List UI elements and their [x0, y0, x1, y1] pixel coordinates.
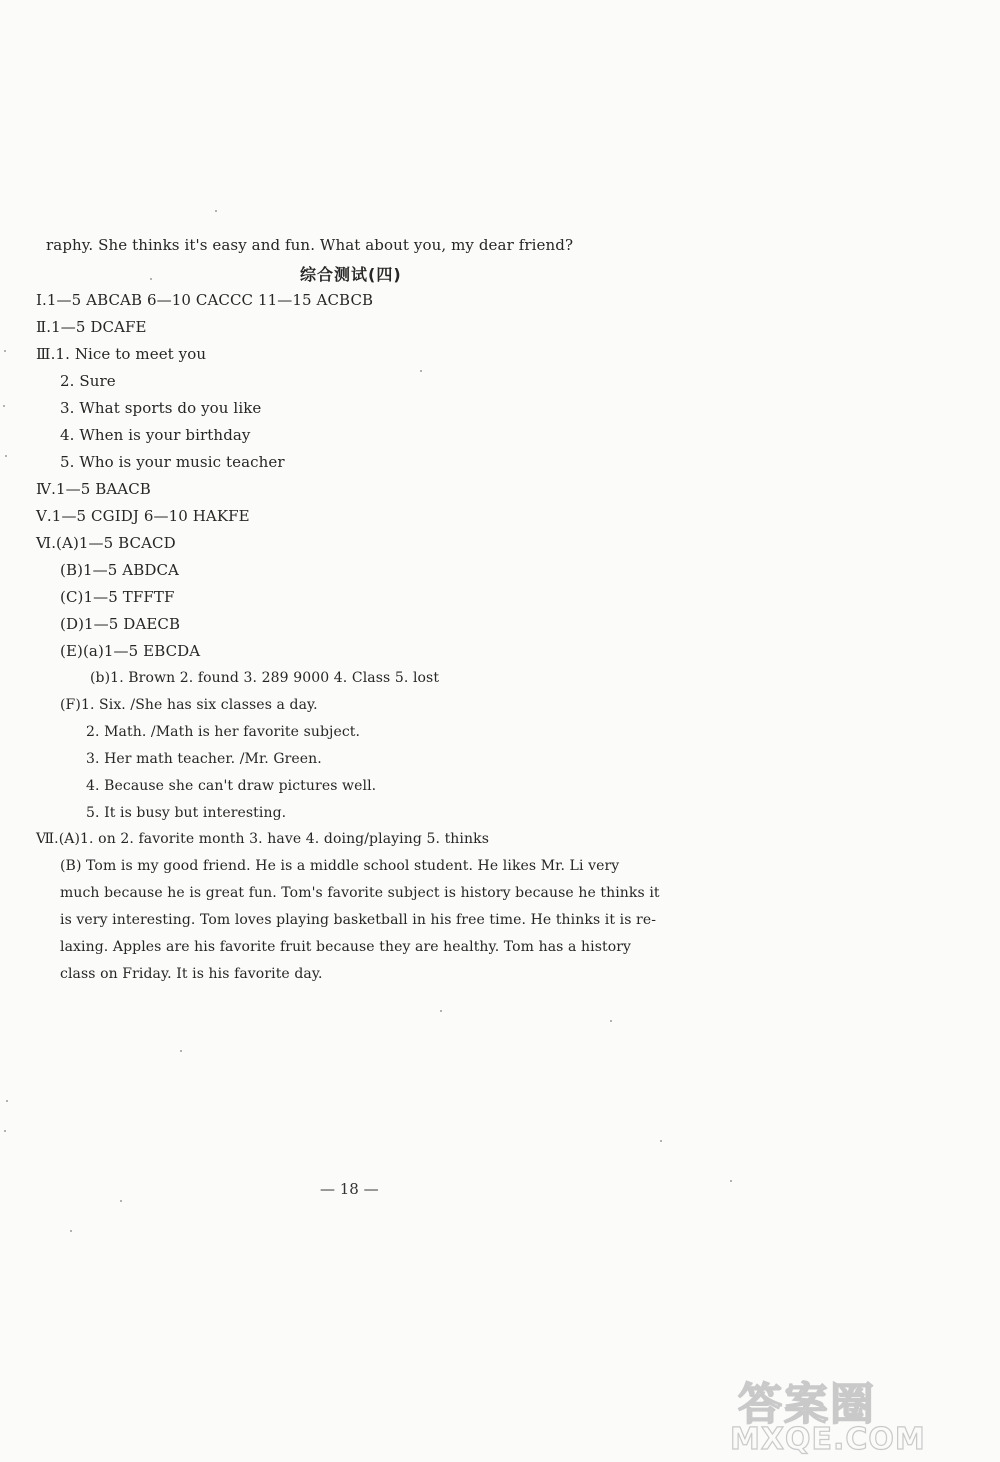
answer-line-19: 4. Because she can't draw pictures well. — [86, 778, 377, 794]
scan-speck — [6, 1100, 8, 1102]
scan-speck — [70, 1230, 72, 1232]
answer-line-26: class on Friday. It is his favorite day. — [60, 966, 323, 982]
answer-line-2: Ⅱ.1—5 DCAFE — [36, 318, 147, 336]
answer-line-22: (B) Tom is my good friend. He is a middle school student. He likes Mr. Li very — [60, 858, 620, 874]
answer-line-17: 2. Math. /Math is her favorite subject. — [86, 724, 361, 740]
scan-speck — [420, 370, 422, 372]
answer-line-14: (E)(a)1—5 EBCDA — [60, 642, 201, 660]
scan-speck — [5, 455, 7, 457]
scan-speck — [660, 1140, 662, 1142]
scan-speck — [730, 1180, 732, 1182]
scan-speck — [120, 1200, 122, 1202]
answer-line-21: Ⅶ.(A)1. on 2. favorite month 3. have 4. doing/playing 5. thinks — [36, 831, 489, 847]
answer-line-15: (b)1. Brown 2. found 3. 289 9000 4. Class 5. lost — [90, 670, 440, 686]
answer-line-5: 3. What sports do you like — [60, 399, 262, 417]
answer-line-18: 3. Her math teacher. /Mr. Green. — [86, 751, 322, 767]
answer-line-24: is very interesting. Tom loves playing basketball in his free time. He thinks it is re- — [60, 912, 657, 928]
watermark-cn-text: 答案圈 — [738, 1379, 876, 1430]
scan-speck — [180, 1050, 182, 1052]
answer-line-13: (D)1—5 DAECB — [60, 615, 181, 633]
continued-line: raphy. She thinks it's easy and fun. What about you, my dear friend? — [46, 236, 574, 254]
scan-speck — [4, 1130, 6, 1132]
answer-line-8: Ⅳ.1—5 BAACB — [36, 480, 151, 498]
scan-speck — [3, 405, 5, 407]
answer-line-1: Ⅰ.1—5 ABCAB 6—10 CACCC 11—15 ACBCB — [36, 291, 374, 309]
answer-line-25: laxing. Apples are his favorite fruit because they are healthy. Tom has a history — [60, 939, 632, 955]
answer-line-4: 2. Sure — [60, 372, 116, 390]
site-watermark — [690, 1368, 990, 1458]
answer-line-11: (B)1—5 ABDCA — [60, 561, 179, 579]
answer-line-3: Ⅲ.1. Nice to meet you — [36, 345, 207, 363]
answer-line-20: 5. It is busy but interesting. — [86, 805, 287, 821]
scan-speck — [215, 210, 217, 212]
answer-line-12: (C)1—5 TFFTF — [60, 588, 175, 606]
answer-line-9: Ⅴ.1—5 CGIDJ 6—10 HAKFE — [36, 507, 250, 525]
scan-speck — [440, 1010, 442, 1012]
watermark-en-text: MXQE.COM — [730, 1422, 926, 1457]
section-title: 综合测试(四) — [300, 265, 402, 284]
answer-line-10: Ⅵ.(A)1—5 BCACD — [36, 534, 176, 552]
scan-speck — [4, 350, 6, 352]
answer-line-6: 4. When is your birthday — [60, 426, 251, 444]
page-number: — 18 — — [320, 1180, 379, 1198]
scan-speck — [610, 1020, 612, 1022]
answer-line-7: 5. Who is your music teacher — [60, 453, 285, 471]
scan-speck — [150, 278, 152, 280]
answer-line-16: (F)1. Six. /She has six classes a day. — [60, 697, 318, 713]
answer-line-23: much because he is great fun. Tom's favorite subject is history because he thinks it — [60, 885, 660, 901]
